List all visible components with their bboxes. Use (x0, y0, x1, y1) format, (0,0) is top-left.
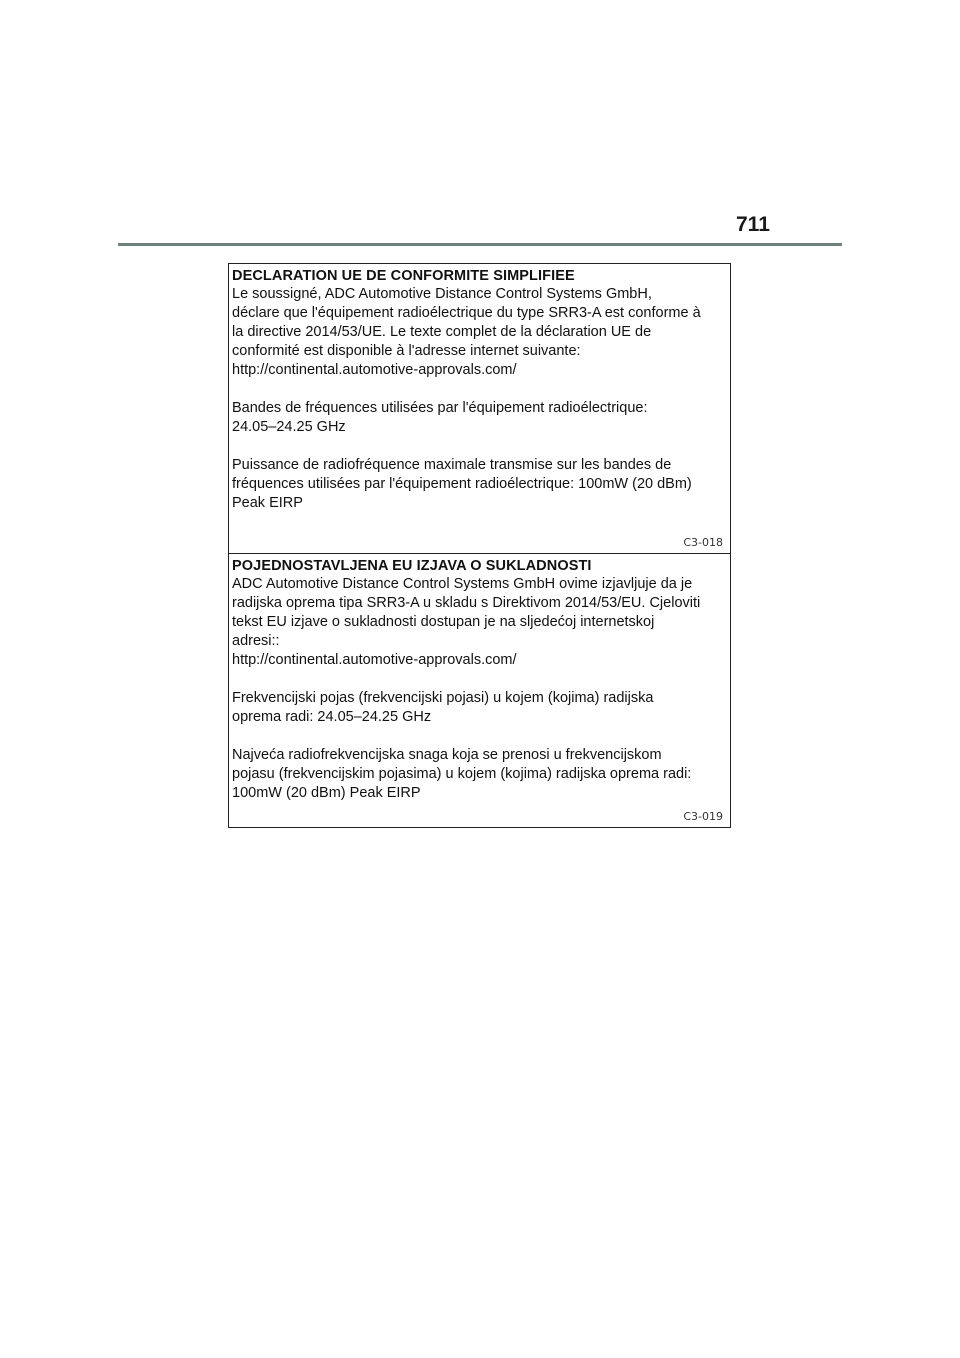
frequency-bands-text: Bandes de fréquences utilisées par l'équipement radioélectrique: 24.05–24.25 GHz (232, 400, 648, 435)
max-power-text: Najveća radiofrekvencijska snaga koja se prenosi u frekvencijskom pojasu (frekvencijskim pojasima) u kojem (kojima) radijska oprema radi: 100mW (20 dBm) Peak EIRP (232, 747, 692, 801)
declaration-section-fr (229, 264, 730, 553)
declaration-intro: Le soussigné, ADC Automotive Distance Control Systems GmbH, déclare que l'équipement radioélectrique du type SRR3-A est conforme à la directive 2014/53/UE. Le texte complet de la déclaration UE de conformité est disponible à l'adresse internet suivante: http://continental.automotive-approvals.com/ (232, 286, 701, 378)
figure-code: C3-018 (683, 536, 723, 549)
declaration-heading: DECLARATION UE DE CONFORMITE SIMPLIFIEE (232, 268, 575, 284)
figure-code: C3-019 (683, 810, 723, 823)
max-power-text: Puissance de radiofréquence maximale transmise sur les bandes de fréquences utilisées par l'équipement radioélectrique: 100mW (20 dBm) Peak EIRP (232, 457, 692, 511)
page-number: 711 (736, 213, 770, 236)
declaration-heading: POJEDNOSTAVLJENA EU IZJAVA O SUKLADNOSTI (232, 558, 592, 574)
declaration-section-hr (229, 553, 730, 827)
declaration-box (228, 263, 731, 828)
header-rule (118, 243, 842, 246)
declaration-intro: ADC Automotive Distance Control Systems GmbH ovime izjavljuje da je radijska oprema tipa SRR3-A u skladu s Direktivom 2014/53/EU. Cjeloviti tekst EU izjave o sukladnosti dostupan je na sljedećoj internetskoj adresi:: http://continental.automotive-approvals.com/ (232, 576, 701, 668)
frequency-bands-text: Frekvencijski pojas (frekvencijski pojasi) u kojem (kojima) radijska oprema radi: 24.05–24.25 GHz (232, 690, 654, 725)
